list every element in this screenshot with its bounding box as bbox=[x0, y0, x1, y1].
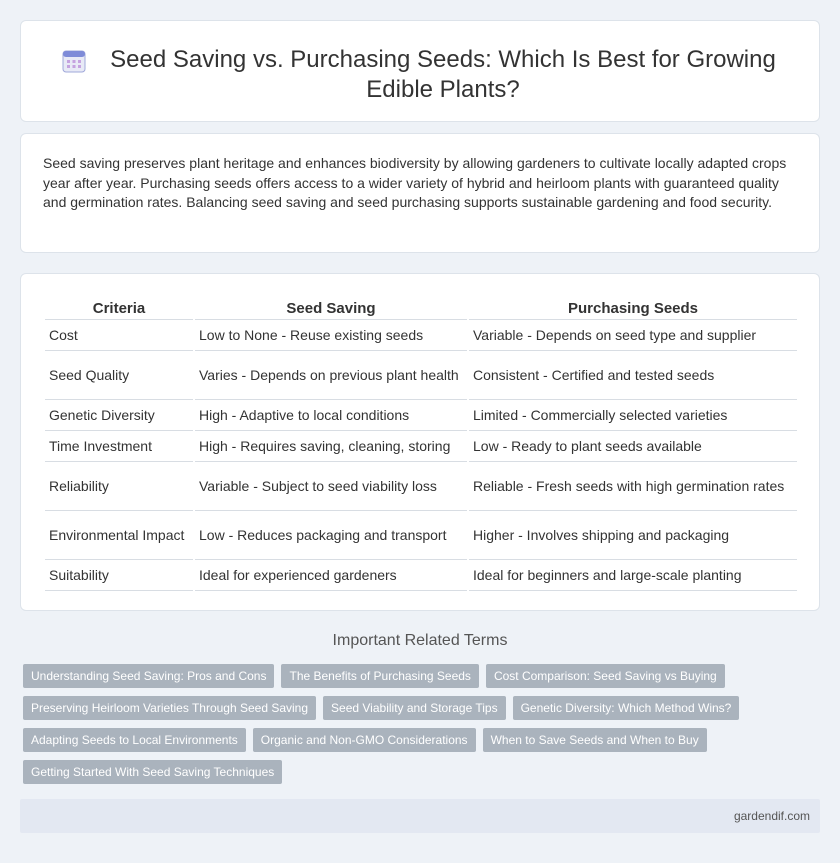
related-term-tag[interactable]: The Benefits of Purchasing Seeds bbox=[281, 664, 478, 688]
table-cell: Seed Quality bbox=[45, 351, 193, 400]
related-term-tag[interactable]: Understanding Seed Saving: Pros and Cons bbox=[23, 664, 274, 688]
tag-row bbox=[23, 664, 823, 688]
table-row bbox=[45, 320, 797, 351]
table-row bbox=[45, 431, 797, 462]
related-terms-heading: Important Related Terms bbox=[332, 632, 508, 649]
comparison-table-card bbox=[20, 273, 820, 611]
comparison-table bbox=[43, 292, 799, 591]
header-seed-saving: Seed Saving bbox=[195, 292, 467, 320]
table-cell: Low - Ready to plant seeds available bbox=[469, 431, 797, 462]
tag-row bbox=[23, 760, 823, 784]
table-cell: Reliability bbox=[45, 462, 193, 511]
related-term-tag[interactable]: Genetic Diversity: Which Method Wins? bbox=[513, 696, 740, 720]
table-cell: Variable - Subject to seed viability loss bbox=[195, 462, 467, 511]
related-term-tag[interactable]: Organic and Non-GMO Considerations bbox=[253, 728, 476, 752]
footer-site-link[interactable]: gardendif.com bbox=[733, 809, 810, 823]
table-header-row bbox=[45, 292, 797, 320]
table-cell: Low - Reduces packaging and transport bbox=[195, 511, 467, 560]
calendar-icon bbox=[61, 48, 87, 74]
table-cell: High - Adaptive to local conditions bbox=[195, 400, 467, 431]
header-criteria: Criteria bbox=[45, 292, 193, 320]
table-cell: Cost bbox=[45, 320, 193, 351]
table-cell: Suitability bbox=[45, 560, 193, 591]
table-cell: Limited - Commercially selected varieties bbox=[469, 400, 797, 431]
related-term-tag[interactable]: When to Save Seeds and When to Buy bbox=[483, 728, 707, 752]
related-term-tag[interactable]: Adapting Seeds to Local Environments bbox=[23, 728, 246, 752]
page-title: Seed Saving vs. Purchasing Seeds: Which Is Best for Growing Edible Plants? bbox=[110, 46, 776, 103]
related-terms-tags bbox=[23, 664, 823, 792]
tag-row bbox=[23, 728, 823, 752]
table-cell: Consistent - Certified and tested seeds bbox=[469, 351, 797, 400]
related-term-tag[interactable]: Getting Started With Seed Saving Techniques bbox=[23, 760, 282, 784]
table-cell: Varies - Depends on previous plant health bbox=[195, 351, 467, 400]
table-cell: Ideal for experienced gardeners bbox=[195, 560, 467, 591]
table-cell: Genetic Diversity bbox=[45, 400, 193, 431]
table-cell: Variable - Depends on seed type and supplier bbox=[469, 320, 797, 351]
footer bbox=[20, 799, 820, 833]
intro-paragraph: Seed saving preserves plant heritage and enhances biodiversity by allowing gardeners to cultivate locally adapted crops year after year. Purchasing seeds offers access to a wider variety of hybrid and heirloom plants with guaranteed quality and germination rates. Balancing seed saving and seed purchasing supports sustainable gardening and food security. bbox=[43, 155, 787, 210]
tag-row bbox=[23, 696, 823, 720]
header-purchasing-seeds: Purchasing Seeds bbox=[469, 292, 797, 320]
table-cell: Low to None - Reuse existing seeds bbox=[195, 320, 467, 351]
related-term-tag[interactable]: Preserving Heirloom Varieties Through Seed Saving bbox=[23, 696, 316, 720]
table-cell: Environmental Impact bbox=[45, 511, 193, 560]
table-cell: Reliable - Fresh seeds with high germination rates bbox=[469, 462, 797, 511]
intro-card bbox=[20, 133, 820, 253]
related-term-tag[interactable]: Cost Comparison: Seed Saving vs Buying bbox=[486, 664, 725, 688]
related-term-tag[interactable]: Seed Viability and Storage Tips bbox=[323, 696, 506, 720]
table-row bbox=[45, 351, 797, 400]
table-cell: High - Requires saving, cleaning, storing bbox=[195, 431, 467, 462]
table-cell: Ideal for beginners and large-scale planting bbox=[469, 560, 797, 591]
table-row bbox=[45, 560, 797, 591]
table-row bbox=[45, 400, 797, 431]
table-row bbox=[45, 511, 797, 560]
table-row bbox=[45, 462, 797, 511]
title-card bbox=[20, 20, 820, 122]
table-cell: Time Investment bbox=[45, 431, 193, 462]
table-cell: Higher - Involves shipping and packaging bbox=[469, 511, 797, 560]
